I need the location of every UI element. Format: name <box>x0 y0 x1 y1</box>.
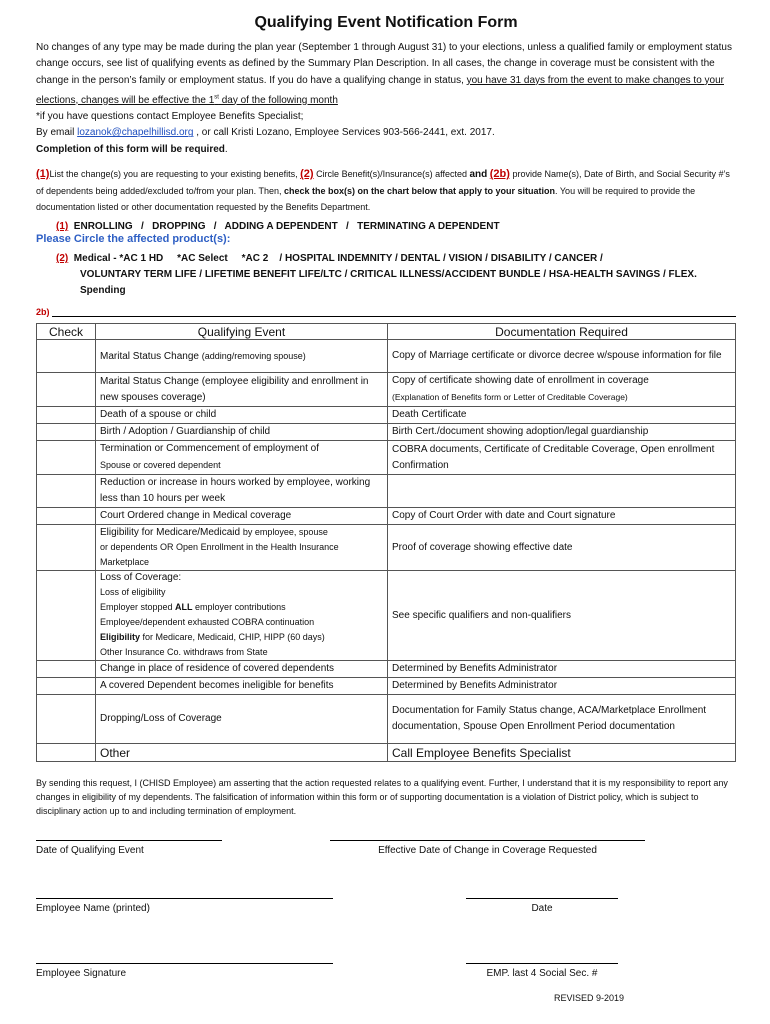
check-box[interactable] <box>37 340 96 373</box>
instructions: (1)List the change(s) you are requesting to your existing benefits, (2) Circle Benefit(s)/Insurance(s) affected and (2b) provide Name(s), Date of Birth, and Social Security #’s of dependents being added/excluded to/from your plan. Then, check the box(s) on the chart below that apply to your situation. You will be required to provide the documentation listed or other documentation requested by the Benefits Department. <box>36 168 730 213</box>
table-header <box>37 324 736 340</box>
header-doc: Documentation Required <box>388 324 736 340</box>
check-box[interactable] <box>37 441 96 475</box>
email-link[interactable]: lozanok@chapelhillisd.org <box>77 127 194 139</box>
completion-required: Completion of this form will be required <box>36 143 225 155</box>
intro-paragraph: No changes of any type may be made during the plan year (September 1 through August 31) to your elections, unless a qualified family or employment status change occurs, see list of qualifying events as defined by the Summary Plan Description. In all cases, the change in coverage must be consistent with the change in the person’s family or employment status. If you do have a qualifying change in status, you have 31 days from the event to make changes to your elections, changes will be effective the 1st day of the following month *if you have questions contact Employee Benefits Specialist; By email lozanok@chapelhillisd.org , or call Kristi Lozano, Employee Services 903-566-2441, ext. 2017. Completion of this form will be required. <box>36 42 732 155</box>
table-row: A covered Dependent becomes ineligible for benefits Determined by Benefits Administrator <box>37 678 736 695</box>
check-box[interactable] <box>37 407 96 424</box>
table-row: Marital Status Change (employee eligibility and enrollment in new spouses coverage) Copy of certificate showing date of enrollment in coverage (Explanation of Benefits form or Letter of Creditable Coverage) <box>37 373 736 407</box>
check-box[interactable] <box>37 424 96 441</box>
dependents-line[interactable] <box>52 306 737 317</box>
check-box[interactable] <box>37 475 96 508</box>
form-title: Qualifying Event Notification Form <box>254 14 518 31</box>
employee-signature-field[interactable]: Employee Signature <box>36 953 333 979</box>
date-of-event-field[interactable]: Date of Qualifying Event <box>36 830 222 856</box>
table-row: Other Call Employee Benefits Specialist <box>37 744 736 762</box>
table-row: Birth / Adoption / Guardianship of child Birth Cert./document showing adoption/legal guardianship <box>37 424 736 441</box>
check-box[interactable] <box>37 373 96 407</box>
section-2-products: (2) Medical - *AC 1 HD *AC Select *AC 2 / HOSPITAL INDEMNITY / DENTAL / VISION / DISABILITY / CANCER / VOLUNTARY TERM LIFE / LIFETIME BENEFIT LIFE/LTC / CRITICAL ILLNESS/ACCIDENT BUNDLE / HSA-HEALTH SAVINGS / FLEX. Spending <box>56 253 697 297</box>
header-event: Qualifying Event <box>96 324 388 340</box>
section-1-options: (1) ENROLLING / DROPPING / ADDING A DEPENDENT / TERMINATING A DEPENDENT <box>56 221 500 233</box>
questions-note: *if you have questions contact Employee Benefits Specialist; <box>36 110 304 122</box>
check-box[interactable] <box>37 695 96 744</box>
table-row: Marital Status Change (adding/removing spouse) Copy of Marriage certificate or divorce decree w/spouse information for file <box>37 340 736 373</box>
form-page <box>36 14 736 818</box>
check-box[interactable] <box>37 678 96 695</box>
table-row: Reduction or increase in hours worked by employee, working less than 10 hours per week <box>37 475 736 508</box>
intro-text: No changes of any type may be made during the plan year (September 1 through August 31) to your elections, unless a qualified family or employment status change occurs, see list of qualifying events as defined by the Summary Plan Description. In all cases, the change in coverage must be consistent with the change in the person’s family or employment status. If you do have a qualifying change in status, <box>36 42 732 86</box>
ssn-field[interactable]: EMP. last 4 Social Sec. # <box>466 953 618 979</box>
table-row: Dropping/Loss of Coverage Documentation for Family Status change, ACA/Marketplace Enrollment documentation, Spouse Open Enrollment Period documentation <box>37 695 736 744</box>
section-2b-dependents: 2b) <box>36 306 736 317</box>
qualifying-events-table <box>36 323 736 762</box>
check-box[interactable] <box>37 525 96 571</box>
check-box[interactable] <box>37 661 96 678</box>
deadline-text: you have 31 days from the event to make changes to your elections, changes will be effective the 1st day of the following month <box>36 74 724 106</box>
header-check: Check <box>37 324 96 340</box>
table-row: Court Ordered change in Medical coverage Copy of Court Order with date and Court signature <box>37 508 736 525</box>
check-box[interactable] <box>37 508 96 525</box>
table-row: Eligibility for Medicare/Medicaid by employee, spouse or dependents OR Open Enrollment in the Health Insurance Marketplace Proof of coverage showing effective date <box>37 525 736 571</box>
circle-products-heading: Please Circle the affected product(s): <box>36 233 231 246</box>
employee-name-field[interactable]: Employee Name (printed) <box>36 888 333 914</box>
attestation-statement: By sending this request, I (CHISD Employee) am asserting that the action requested relates to a qualifying event. Further, I understand that it is my responsibility to report any changes in eligibility of my dependents. The falsification of information within this form or of supporting documentation is a violation of District policy, which is subject to disciplinary action up to and including termination of employment. <box>36 778 728 817</box>
table-row: Death of a spouse or child Death Certificate <box>37 407 736 424</box>
effective-date-field[interactable]: Effective Date of Change in Coverage Requested <box>330 830 645 856</box>
table-row: Loss of Coverage: Loss of eligibility Employer stopped ALL employer contributions Employee/dependent exhausted COBRA continuation Eligibility for Medicare, Medicaid, CHIP, HIPP (60 days) Other Insurance Co. withdraws from State See specific qualifiers and non-qualifiers <box>37 571 736 661</box>
check-box[interactable] <box>37 744 96 762</box>
revision-label: REVISED 9-2019 <box>554 993 625 1003</box>
check-box[interactable] <box>37 571 96 661</box>
table-row: Change in place of residence of covered dependents Determined by Benefits Administrator <box>37 661 736 678</box>
date-field[interactable]: Date <box>466 888 618 914</box>
table-row: Termination or Commencement of employment of Spouse or covered dependent COBRA documents, Certificate of Creditable Coverage, Open enrollment Confirmation <box>37 441 736 475</box>
